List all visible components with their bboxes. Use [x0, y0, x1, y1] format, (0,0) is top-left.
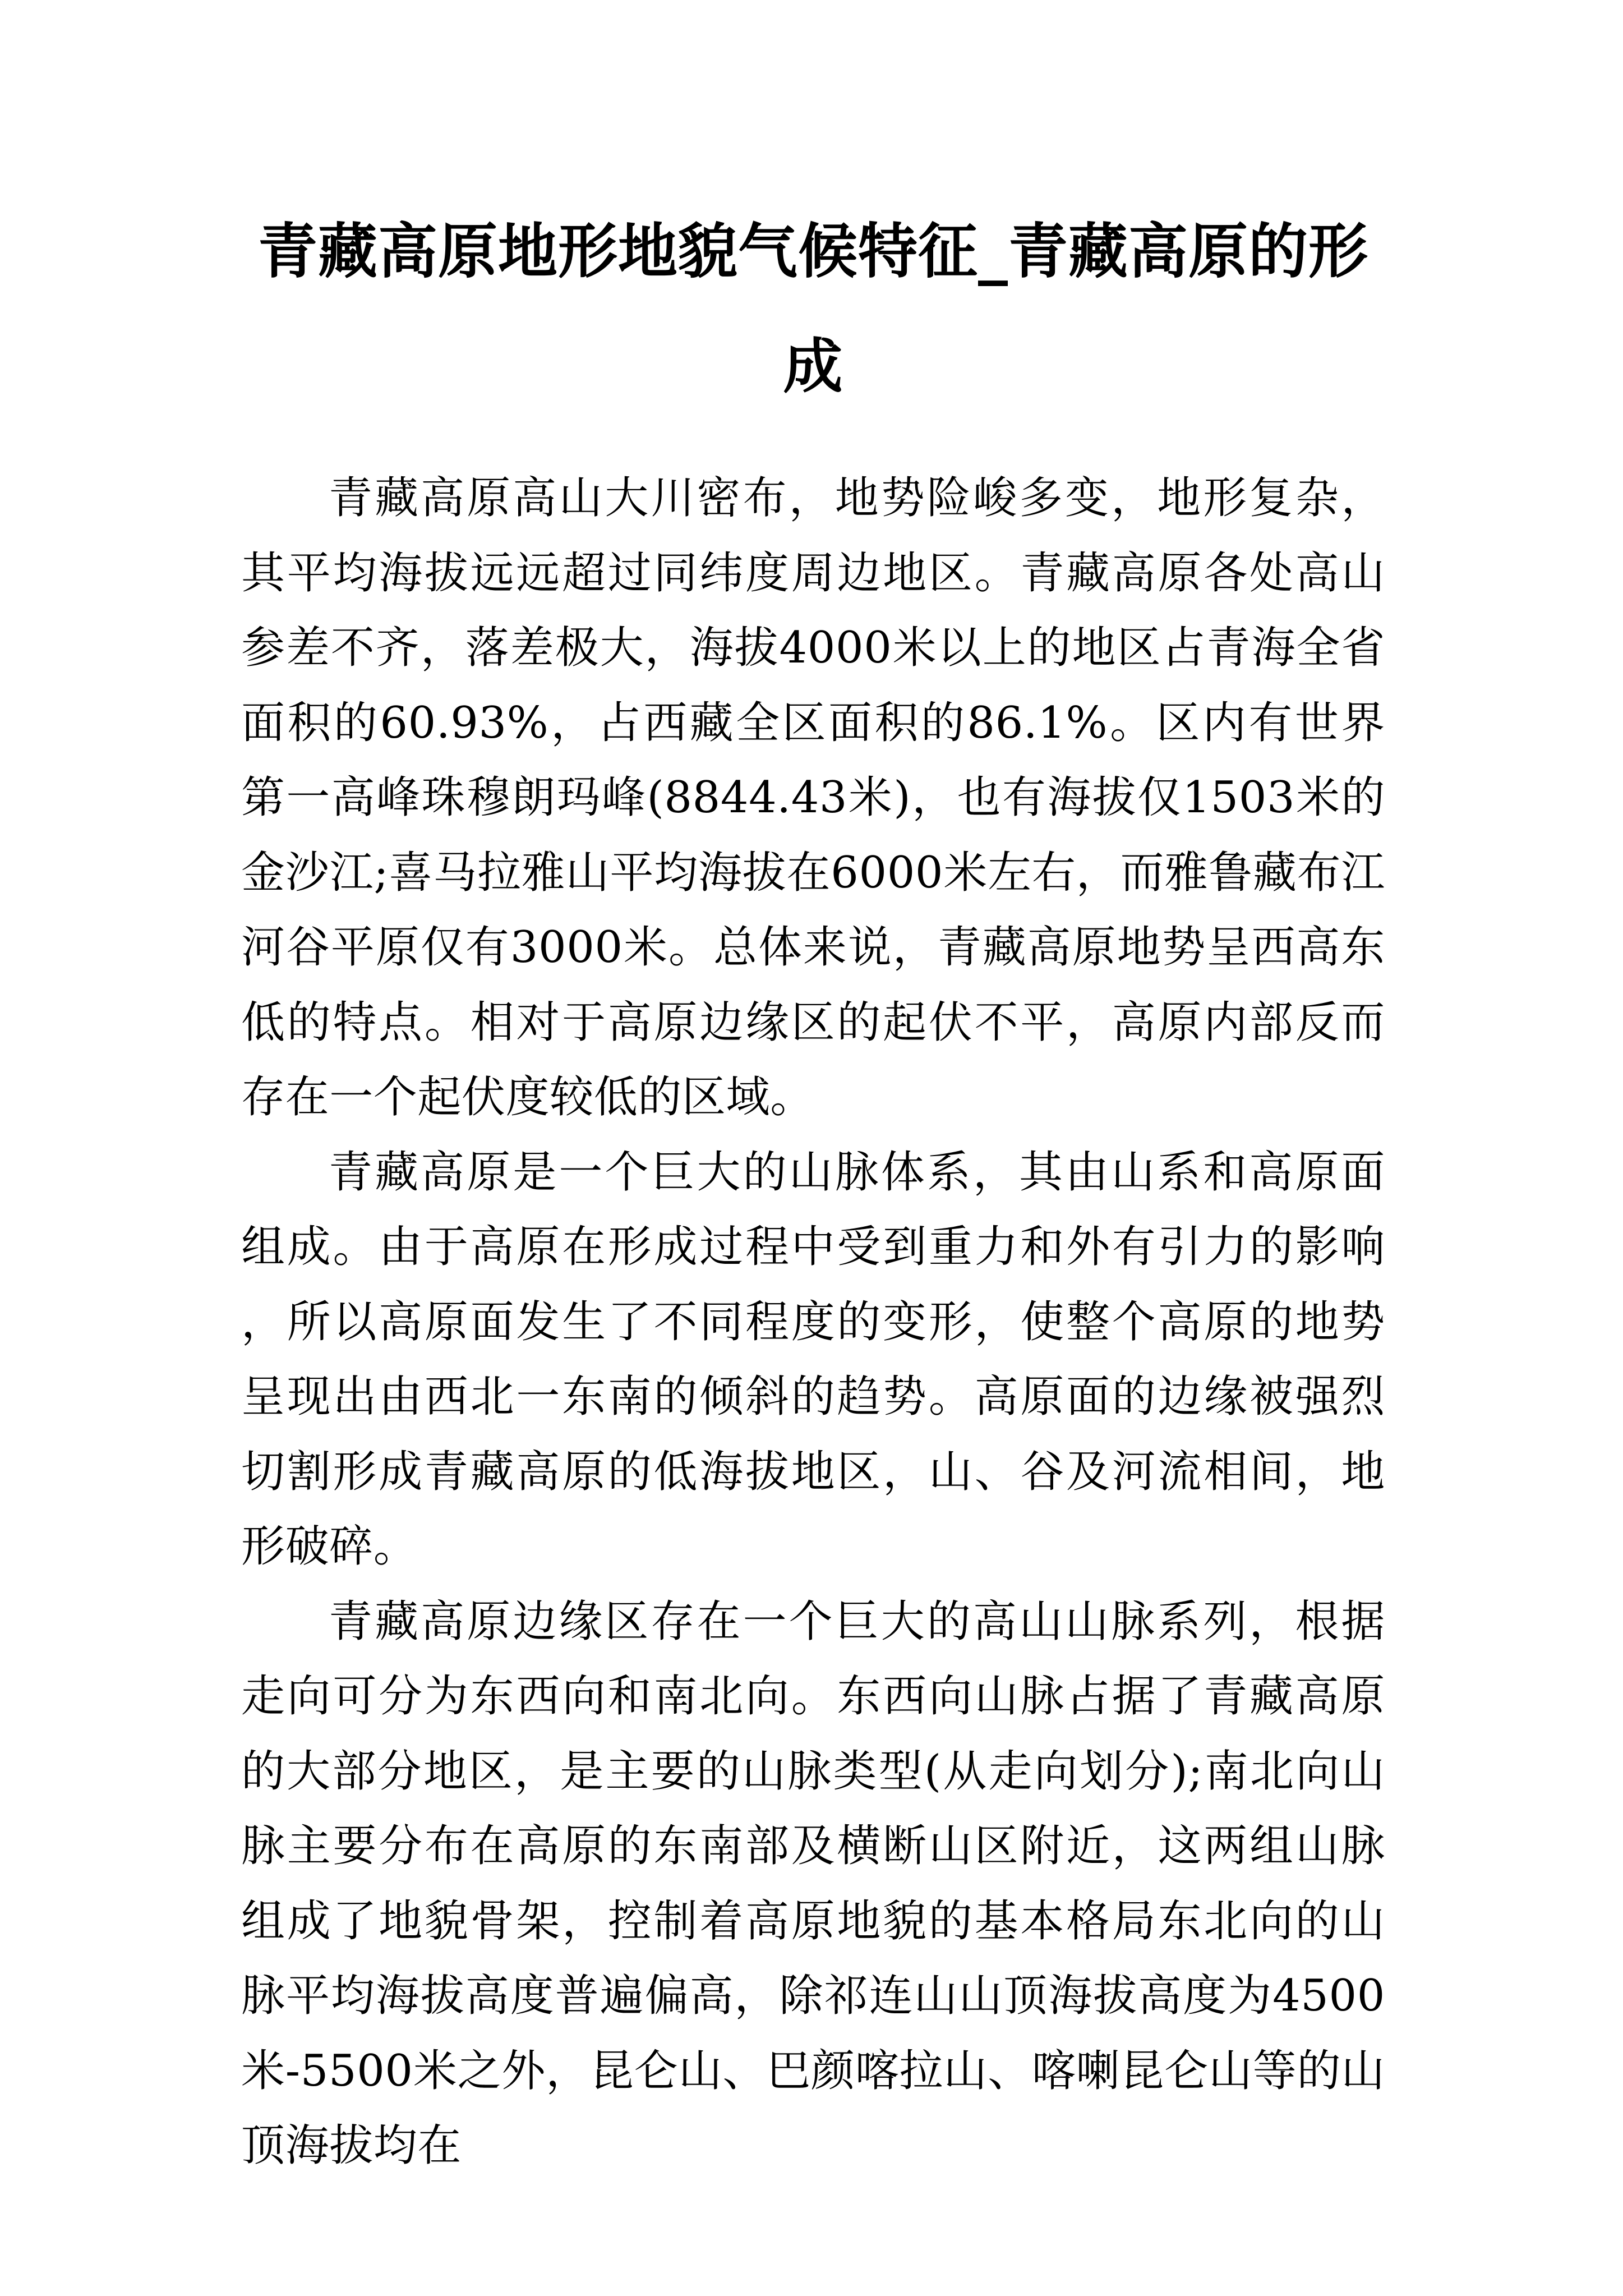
paragraph-mountain-ranges: 青藏高原边缘区存在一个巨大的高山山脉系列，根据走向可分为东西向和南北向。东西向山脉占据了青藏高原的大部分地区，是主要的山脉类型(从走向划分);南北向山脉主要分布在高原的东南部及横断山区附近，这两组山脉组成了地貌骨架，控制着高原地貌的基本格局东北向的山脉平均海拔高度普遍偏高，除祁连山山顶海拔高度为4500米-5500米之外，昆仑山、巴颜喀拉山、喀喇昆仑山等的山顶海拔均在 — [241, 1596, 1385, 2171]
paragraph-mountain-system: 青藏高原是一个巨大的山脉体系，其由山系和高原面组成。由于高原在形成过程中受到重力和外有引力的影响，所以高原面发生了不同程度的变形，使整个高原的地势呈现出由西北一东南的倾斜的趋势。高原面的边缘被强烈切割形成青藏高原的低海拔地区，山、谷及河流相间，地形破碎。 — [241, 1147, 1385, 1572]
document-body — [241, 461, 1385, 2184]
document-title: 青藏高原地形地貌气候特征_青藏高原的形成 — [258, 216, 1368, 401]
paragraph-terrain-overview: 青藏高原高山大川密布，地势险峻多变，地形复杂，其平均海拔远远超过同纬度周边地区。青藏高原各处高山参差不齐，落差极大，海拔4000米以上的地区占青海全省面积的60.93%，占西藏全区面积的86.1%。区内有世界第一高峰珠穆朗玛峰(8844.43米)，也有海拔仅1503米的金沙江;喜马拉雅山平均海拔在6000米左右，而雅鲁藏布江河谷平原仅有3000米。总体来说，青藏高原地势呈西高东低的特点。相对于高原边缘区的起伏不平，高原内部反而存在一个起伏度较低的区域。 — [241, 473, 1385, 1122]
